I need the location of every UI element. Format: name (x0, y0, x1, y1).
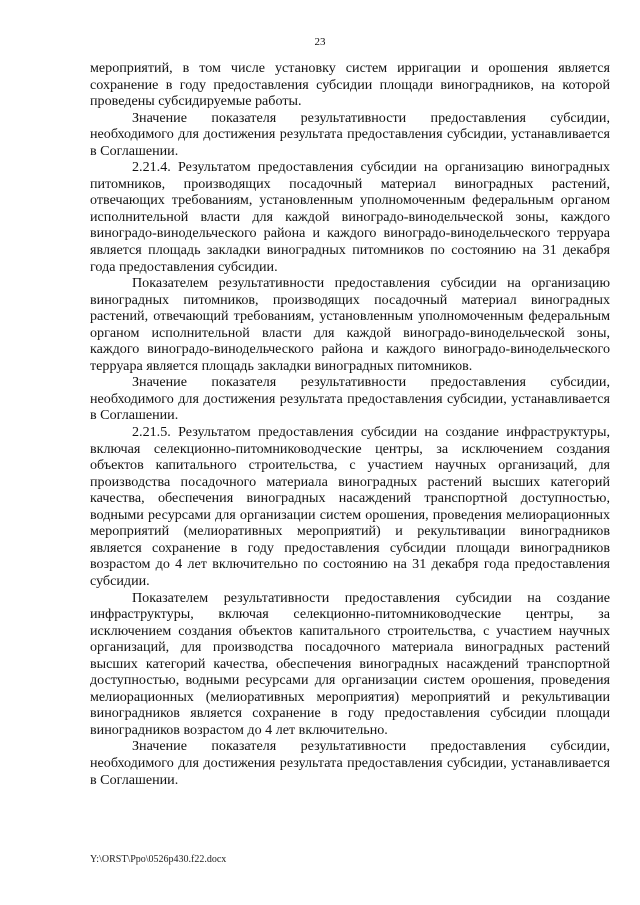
paragraph-2-21-4-indicator-value: Значение показателя результативности предоставления субсидии, необходимого для достижения результата предоставления субсидии, устанавливается в Соглашении. (90, 374, 610, 424)
paragraph-indicator-value: Значение показателя результативности предоставления субсидии, необходимого для достижения результата предоставления субсидии, устанавливается в Соглашении. (90, 109, 610, 159)
paragraph-2-21-5-indicator-value: Значение показателя результативности предоставления субсидии, необходимого для достижения результата предоставления субсидии, устанавливается в Соглашении. (90, 738, 610, 788)
document-body (90, 60, 610, 788)
paragraph-2-21-4-result: 2.21.4. Результатом предоставления субсидии на организацию виноградных питомников, производящих посадочный материал виноградных растений, отвечающих требованиям, установленным уполномоченным федеральным органом исполнительной власти для каждой виноградо-винодельческой зоны, каждого виноградо-винодельческого района и каждого виноградо-винодельческого терруара является площадь закладки виноградных питомников по состоянию на 31 декабря года предоставления субсидии. (90, 159, 610, 275)
footer-file-path: Y:\ORST\Ppo\0526p430.f22.docx (90, 854, 227, 865)
paragraph-2-21-5-result: 2.21.5. Результатом предоставления субсидии на создание инфраструктуры, включая селекционно-питомниководческие центры, за исключением создания объектов капитального строительства, с участием научных организаций, для производства посадочного материала виноградных растений высших категорий качества, обеспечения виноградных насаждений транспортной доступностью, водными ресурсами для организации систем орошения, проведения мелиорационных мероприятий (мелиоративных мероприятий) и рекультивации виноградников является сохранение в году предоставления субсидии площади виноградников возрастом до 4 лет включительно по состоянию на 31 декабря года предоставления субсидии. (90, 424, 610, 589)
paragraph-continuation: мероприятий, в том числе установку систем ирригации и орошения является сохранение в году предоставления субсидии площади виноградников, на которой проведены субсидируемые работы. (90, 60, 610, 110)
paragraph-2-21-4-indicator: Показателем результативности предоставления субсидии на организацию виноградных питомников, производящих посадочный материал виноградных растений, отвечающий требованиям, установленным уполномоченным федеральным органом исполнительной власти для каждой виноградо-винодельческой зоны, каждого виноградо-винодельческого района и каждого виноградо-винодельческого терруара является площадь закладки виноградных питомников. (90, 275, 610, 374)
page-number: 23 (314, 36, 326, 48)
paragraph-2-21-5-indicator: Показателем результативности предоставления субсидии на создание инфраструктуры, включая селекционно-питомниководческие центры, за исключением создания объектов капитального строительства, с участием научных организаций, для производства посадочного материала виноградных растений высших категорий качества, обеспечения виноградных насаждений транспортной доступностью, водными ресурсами для организации систем орошения, проведения мелиорационных (мелиоративных мероприятия) мероприятий и рекультивации виноградников является сохранение в году предоставления субсидии площади виноградников возрастом до 4 лет включительно. (90, 589, 610, 738)
